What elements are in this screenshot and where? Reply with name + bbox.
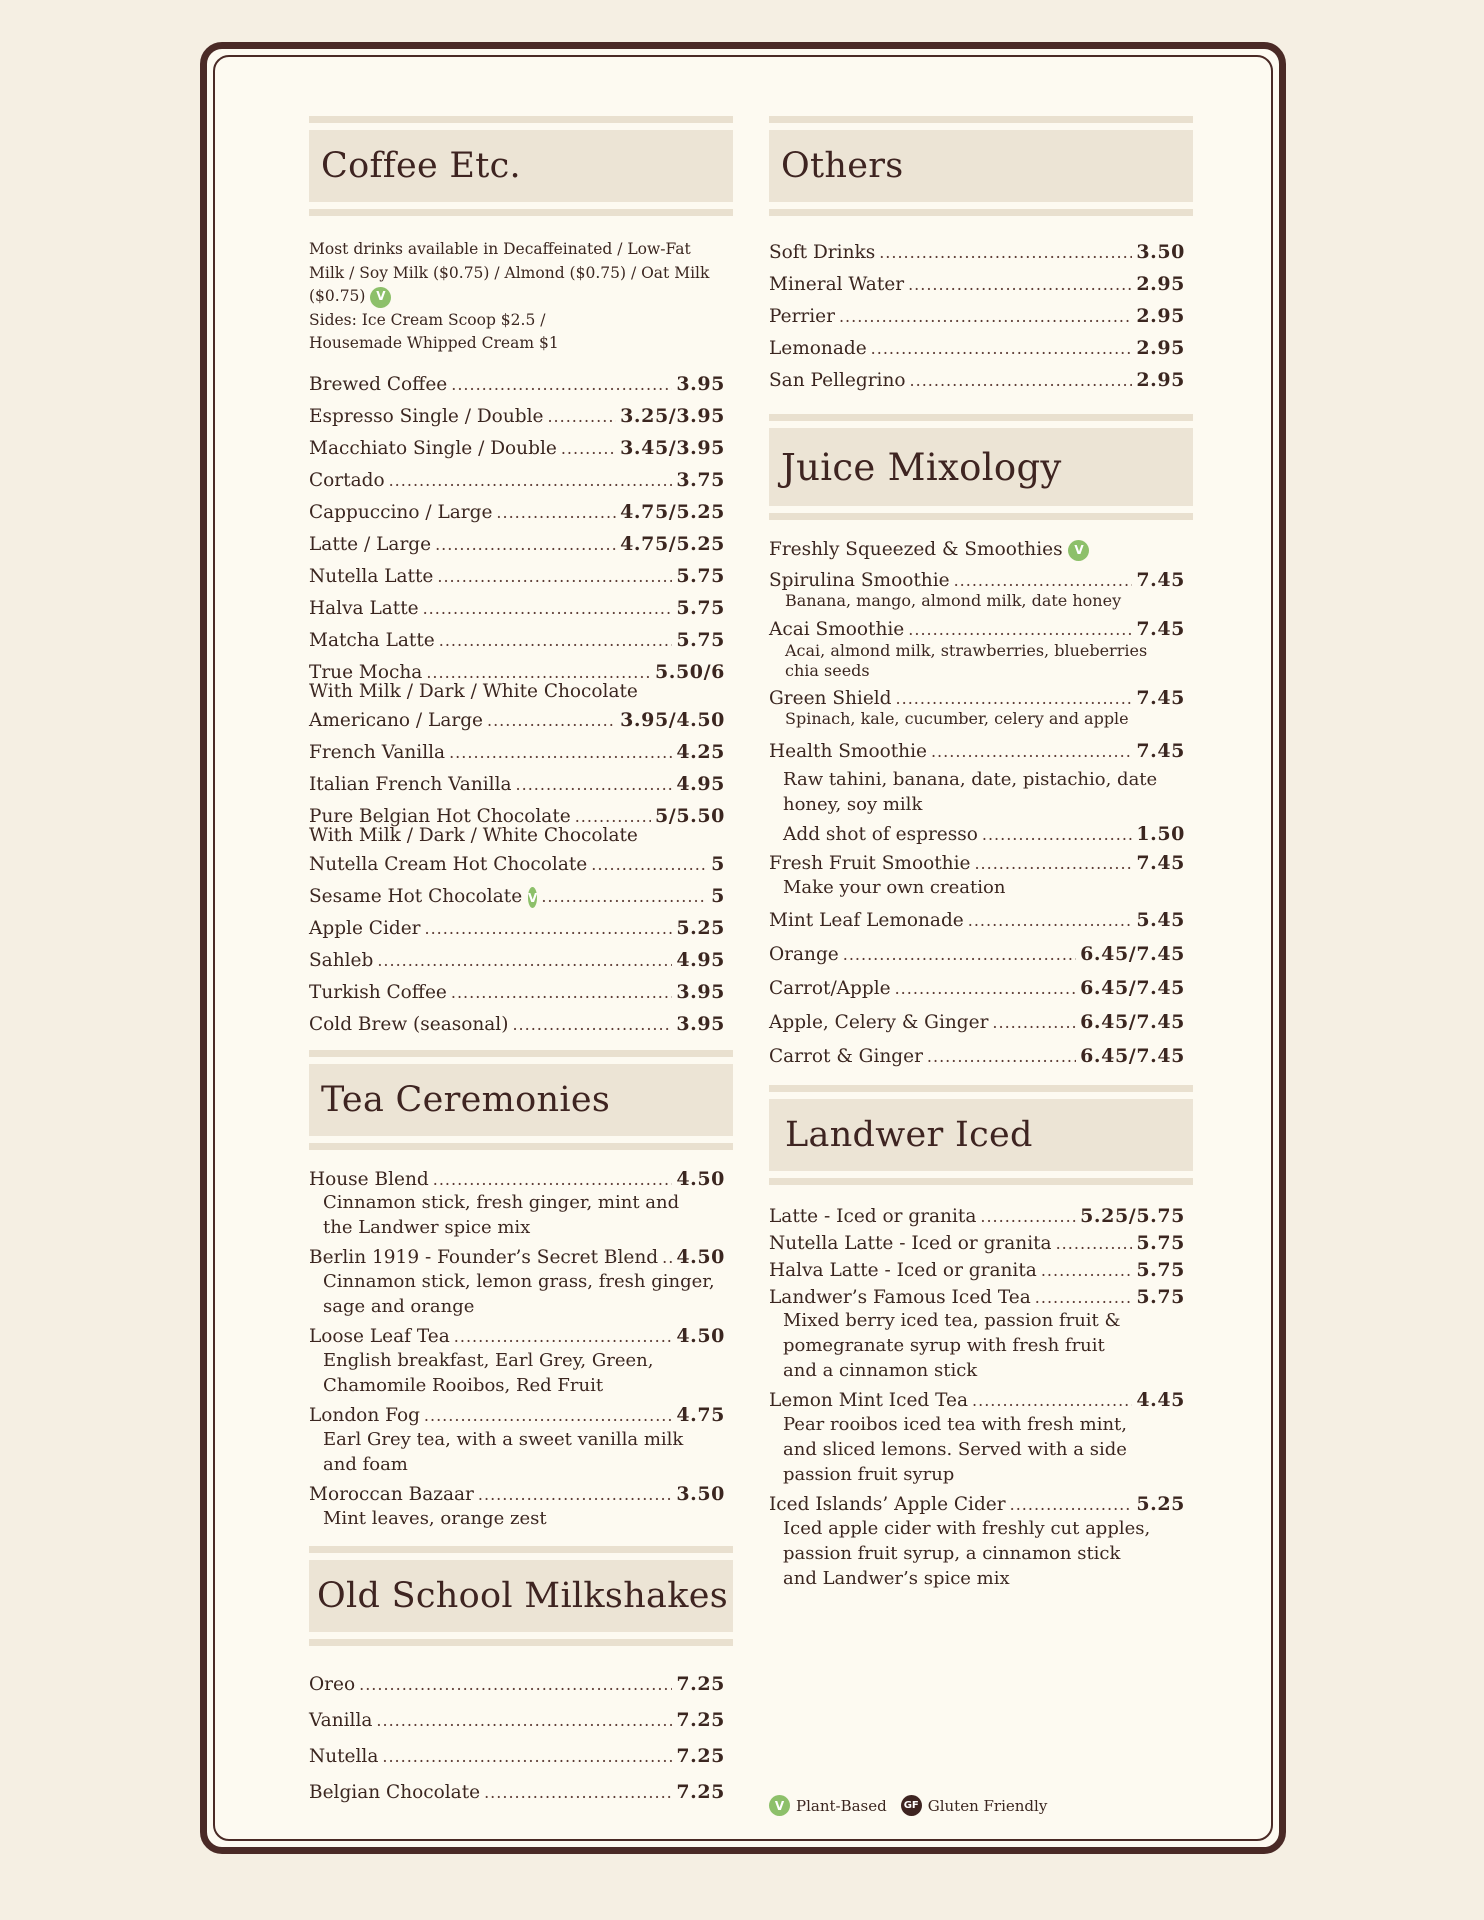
item-price: 5.75 bbox=[1136, 1232, 1185, 1254]
item-name: Brewed Coffee bbox=[309, 373, 448, 395]
item-description: and foam bbox=[323, 1453, 408, 1475]
item-name: French Vanilla bbox=[309, 741, 446, 763]
item-description: and a cinnamon stick bbox=[783, 1360, 978, 1381]
item-description: honey, soy milk bbox=[783, 794, 923, 815]
item-description: passion fruit syrup bbox=[783, 1464, 955, 1485]
menu-item bbox=[769, 332, 1193, 364]
plant-based-icon: V bbox=[769, 1795, 790, 1816]
leader-dots bbox=[496, 497, 616, 529]
item-price: 3.45/3.95 bbox=[620, 436, 725, 459]
item-name: Pure Belgian Hot Chocolate bbox=[309, 805, 571, 827]
menu-item bbox=[769, 236, 1193, 268]
item-price: 2.95 bbox=[1136, 273, 1185, 295]
leader-dots bbox=[1056, 1230, 1133, 1257]
leader-dots bbox=[435, 529, 616, 561]
item-name: London Fog bbox=[309, 1404, 420, 1426]
item-name: Halva Latte bbox=[309, 597, 419, 619]
item-price: 5.50/6 bbox=[654, 660, 725, 683]
divider bbox=[309, 1639, 733, 1646]
item-description: Banana, mango, almond milk, date honey bbox=[785, 591, 1122, 610]
section-title: Old School Milkshakes bbox=[309, 1560, 733, 1632]
leader-dots bbox=[591, 849, 707, 881]
item-price: 5.25 bbox=[676, 916, 725, 939]
menu-item bbox=[309, 976, 733, 1008]
coffee-section-header bbox=[309, 116, 733, 216]
juice-items bbox=[769, 534, 1193, 1073]
leader-dots bbox=[980, 1203, 1076, 1230]
menu-item bbox=[769, 937, 1193, 971]
menu-item bbox=[309, 528, 733, 560]
item-price: 4.50 bbox=[676, 1167, 725, 1190]
item-name: Fresh Fruit Smoothie bbox=[769, 853, 971, 874]
item-price: 7.45 bbox=[1136, 569, 1185, 591]
others-section-header bbox=[769, 116, 1193, 216]
item-name: Green Shield bbox=[769, 688, 892, 709]
menu-item bbox=[309, 400, 733, 432]
menu-item bbox=[769, 820, 1193, 848]
item-price: 4.50 bbox=[676, 1245, 725, 1268]
item-name: Loose Leaf Tea bbox=[309, 1325, 450, 1347]
item-price: 5.75 bbox=[676, 564, 725, 587]
menu-item bbox=[769, 364, 1193, 396]
leader-dots bbox=[547, 401, 616, 433]
item-price: 3.95 bbox=[676, 1012, 725, 1035]
item-name: Vanilla bbox=[309, 1709, 373, 1731]
menu-item bbox=[309, 368, 733, 400]
item-description: Cinnamon stick, lemon grass, fresh ginger, bbox=[323, 1270, 715, 1292]
item-price: 5.75 bbox=[676, 596, 725, 619]
item-name: Belgian Chocolate bbox=[309, 1781, 481, 1803]
divider bbox=[309, 1143, 733, 1150]
leader-dots bbox=[449, 737, 672, 769]
item-price: 5/5.50 bbox=[654, 804, 725, 827]
leader-dots bbox=[451, 369, 672, 401]
item-name: Landwer’s Famous Iced Tea bbox=[769, 1287, 1031, 1308]
section-title: Juice Mixology bbox=[769, 428, 1193, 506]
item-price: 3.95/4.50 bbox=[620, 708, 725, 731]
item-name: Turkish Coffee bbox=[309, 981, 447, 1003]
item-price: 5.75 bbox=[1136, 1259, 1185, 1281]
menu-item bbox=[309, 624, 733, 656]
item-name: True Mocha bbox=[309, 661, 423, 683]
menu-item bbox=[769, 1203, 1193, 1230]
menu-item bbox=[309, 1666, 733, 1702]
leader-dots bbox=[879, 237, 1132, 269]
milkshakes-section-header bbox=[309, 1546, 733, 1646]
legend-label: Gluten Friendly bbox=[927, 1796, 1048, 1815]
section-title: Others bbox=[769, 130, 1193, 202]
leader-dots bbox=[992, 1006, 1076, 1040]
iced-section-header bbox=[769, 1085, 1193, 1185]
item-price: 4.25 bbox=[676, 740, 725, 763]
menu-item bbox=[309, 432, 733, 464]
item-description: Acai, almond milk, strawberries, blueberries bbox=[785, 641, 1148, 660]
leader-dots bbox=[561, 433, 616, 465]
item-name: Health Smoothie bbox=[769, 741, 927, 762]
item-price: 3.75 bbox=[676, 468, 725, 491]
leader-dots bbox=[437, 561, 672, 593]
menu-item bbox=[309, 1738, 733, 1774]
menu-item bbox=[309, 944, 733, 976]
item-description: and Landwer’s spice mix bbox=[783, 1568, 1010, 1589]
item-price: 4.75 bbox=[676, 1403, 725, 1426]
menu-item bbox=[309, 768, 733, 800]
item-price: 6.45/7.45 bbox=[1080, 1011, 1185, 1033]
menu-item bbox=[309, 1702, 733, 1738]
item-name: Add shot of espresso bbox=[783, 824, 978, 845]
menu-item bbox=[309, 848, 733, 880]
leader-dots bbox=[541, 881, 707, 913]
item-price: 5.75 bbox=[676, 628, 725, 651]
menu-item bbox=[309, 464, 733, 496]
item-name: Matcha Latte bbox=[309, 629, 435, 651]
item-name: Cortado bbox=[309, 469, 385, 491]
item-description: English breakfast, Earl Grey, Green, bbox=[323, 1349, 654, 1371]
menu-item bbox=[309, 560, 733, 592]
leader-dots bbox=[423, 593, 673, 625]
leader-dots bbox=[982, 821, 1132, 849]
item-description: and sliced lemons. Served with a side bbox=[783, 1439, 1127, 1460]
item-name: Spirulina Smoothie bbox=[769, 570, 950, 591]
item-name: Halva Latte - Iced or granita bbox=[769, 1260, 1037, 1281]
item-name: Sesame Hot Chocolate bbox=[309, 885, 523, 907]
legend bbox=[769, 1795, 1055, 1816]
leader-dots bbox=[839, 301, 1132, 333]
item-name: Sahleb bbox=[309, 949, 374, 971]
item-name: Latte - Iced or granita bbox=[769, 1206, 977, 1227]
leader-dots bbox=[376, 1703, 672, 1739]
section-title: Landwer Iced bbox=[769, 1099, 1193, 1171]
leader-dots bbox=[1041, 1257, 1133, 1284]
item-description: Chamomile Rooibos, Red Fruit bbox=[323, 1374, 604, 1396]
plant-based-icon: V bbox=[528, 887, 537, 908]
item-name: Americano / Large bbox=[309, 709, 483, 731]
item-name: Macchiato Single / Double bbox=[309, 437, 557, 459]
item-name: Moroccan Bazaar bbox=[309, 1483, 474, 1505]
item-description: pomegranate syrup with fresh fruit bbox=[783, 1335, 1105, 1356]
item-name: Perrier bbox=[769, 306, 835, 327]
leader-dots bbox=[843, 938, 1076, 972]
menu-item bbox=[309, 704, 733, 736]
leader-dots bbox=[359, 1667, 672, 1703]
item-name: Soft Drinks bbox=[769, 242, 876, 263]
item-description: Earl Grey tea, with a sweet vanilla milk bbox=[323, 1428, 684, 1450]
juice-section-header bbox=[769, 414, 1193, 520]
leader-dots bbox=[484, 1775, 672, 1811]
item-description: Pear rooibos iced tea with fresh mint, bbox=[783, 1414, 1127, 1435]
item-name: Iced Islands’ Apple Cider bbox=[769, 1494, 1006, 1515]
leader-dots bbox=[895, 972, 1077, 1006]
item-description: chia seeds bbox=[785, 661, 870, 680]
item-name: Lemon Mint Iced Tea bbox=[769, 1390, 969, 1411]
item-price: 7.25 bbox=[676, 1744, 725, 1767]
item-name: Oreo bbox=[309, 1673, 356, 1695]
menu-item bbox=[769, 971, 1193, 1005]
menu-item bbox=[309, 496, 733, 528]
item-price: 3.95 bbox=[676, 372, 725, 395]
item-price: 2.95 bbox=[1136, 305, 1185, 327]
note-line: Sides: Ice Cream Scoop $2.5 / bbox=[309, 310, 546, 329]
item-description: With Milk / Dark / White Chocolate bbox=[309, 824, 638, 846]
item-name: Espresso Single / Double bbox=[309, 405, 544, 427]
menu-item bbox=[309, 592, 733, 624]
item-name: House Blend bbox=[309, 1168, 429, 1190]
leader-dots bbox=[871, 333, 1133, 365]
item-price: 4.75/5.25 bbox=[620, 532, 725, 555]
item-price: 4.45 bbox=[1136, 1389, 1185, 1411]
intro-text: Freshly Squeezed & Smoothies bbox=[769, 539, 1063, 560]
section-title: Tea Ceremonies bbox=[309, 1064, 733, 1136]
item-price: 3.95 bbox=[676, 980, 725, 1003]
menu-item bbox=[309, 880, 733, 912]
item-price: 5.25/5.75 bbox=[1080, 1205, 1185, 1227]
item-price: 7.45 bbox=[1136, 852, 1185, 874]
item-description: Mixed berry iced tea, passion fruit & bbox=[783, 1310, 1121, 1331]
item-price: 6.45/7.45 bbox=[1080, 1045, 1185, 1067]
item-description: Spinach, kale, cucumber, celery and apple bbox=[785, 709, 1129, 728]
leader-dots bbox=[908, 269, 1132, 301]
divider bbox=[309, 1050, 733, 1057]
right-column bbox=[769, 116, 1193, 1594]
note-line: Milk / Soy Milk ($0.75) / Almond ($0.75) / Oat Milk bbox=[309, 263, 710, 282]
item-price: 7.45 bbox=[1136, 618, 1185, 640]
item-price: 6.45/7.45 bbox=[1080, 943, 1185, 965]
item-name: Lemonade bbox=[769, 338, 867, 359]
item-name: Mineral Water bbox=[769, 274, 905, 295]
note-line: Housemade Whipped Cream $1 bbox=[309, 334, 559, 352]
leader-dots bbox=[516, 769, 673, 801]
item-price: 4.95 bbox=[676, 772, 725, 795]
divider bbox=[309, 209, 733, 216]
coffee-note bbox=[309, 238, 733, 356]
menu-item bbox=[769, 1039, 1193, 1073]
item-name: San Pellegrino bbox=[769, 370, 906, 391]
item-price: 7.25 bbox=[676, 1780, 725, 1803]
divider bbox=[769, 116, 1193, 123]
left-column bbox=[309, 116, 733, 1810]
divider bbox=[769, 209, 1193, 216]
menu-item bbox=[309, 1008, 733, 1040]
divider bbox=[769, 513, 1193, 520]
item-name: Nutella Latte bbox=[309, 565, 434, 587]
item-name: Italian French Vanilla bbox=[309, 773, 512, 795]
leader-dots bbox=[439, 625, 673, 657]
legend-label: Plant-Based bbox=[796, 1796, 887, 1815]
item-price: 6.45/7.45 bbox=[1080, 977, 1185, 999]
leader-dots bbox=[451, 977, 672, 1009]
divider bbox=[769, 414, 1193, 421]
item-description: sage and orange bbox=[323, 1295, 475, 1317]
item-price: 5 bbox=[711, 884, 725, 907]
note-text: ($0.75) bbox=[309, 287, 366, 305]
item-price: 7.25 bbox=[676, 1672, 725, 1695]
item-price: 1.50 bbox=[1136, 823, 1185, 845]
leader-dots bbox=[487, 705, 616, 737]
item-name: Apple Cider bbox=[309, 917, 421, 939]
item-name: Apple, Celery & Ginger bbox=[769, 1012, 989, 1033]
tea-items bbox=[309, 1166, 733, 1532]
divider bbox=[769, 1085, 1193, 1092]
item-name: Cold Brew (seasonal) bbox=[309, 1013, 509, 1035]
juice-intro bbox=[769, 534, 1193, 566]
section-title: Coffee Etc. bbox=[309, 130, 733, 202]
item-price: 3.50 bbox=[676, 1482, 725, 1505]
item-price: 4.50 bbox=[676, 1324, 725, 1347]
item-name: Nutella Cream Hot Chocolate bbox=[309, 853, 588, 875]
leader-dots bbox=[425, 913, 673, 945]
item-name: Carrot/Apple bbox=[769, 978, 891, 999]
note-line bbox=[309, 285, 733, 309]
item-description: With Milk / Dark / White Chocolate bbox=[309, 680, 638, 702]
item-name: Nutella Latte - Iced or granita bbox=[769, 1233, 1052, 1254]
item-name: Mint Leaf Lemonade bbox=[769, 910, 964, 931]
item-name: Berlin 1919 - Founder’s Secret Blend bbox=[309, 1246, 659, 1268]
menu-item bbox=[769, 1230, 1193, 1257]
item-name: Cappuccino / Large bbox=[309, 501, 493, 523]
item-price: 7.25 bbox=[676, 1708, 725, 1731]
menu-item bbox=[309, 736, 733, 768]
divider bbox=[309, 116, 733, 123]
leader-dots bbox=[389, 465, 673, 497]
milkshake-items bbox=[309, 1666, 733, 1810]
item-name: Carrot & Ginger bbox=[769, 1046, 923, 1067]
menu-item bbox=[309, 912, 733, 944]
divider bbox=[309, 1546, 733, 1553]
item-description: Raw tahini, banana, date, pistachio, date bbox=[783, 769, 1158, 790]
leader-dots bbox=[382, 1739, 672, 1775]
item-price: 5.25 bbox=[1136, 1493, 1185, 1515]
menu-item bbox=[769, 732, 1193, 770]
item-description: Make your own creation bbox=[783, 877, 1006, 898]
item-name: Nutella bbox=[309, 1745, 379, 1767]
plant-based-icon: V bbox=[1068, 540, 1089, 561]
item-price: 4.95 bbox=[676, 948, 725, 971]
menu-item bbox=[769, 1257, 1193, 1284]
item-price: 7.45 bbox=[1136, 687, 1185, 709]
leader-dots bbox=[927, 1040, 1076, 1074]
item-description: Mint leaves, orange zest bbox=[323, 1507, 547, 1529]
item-description: Iced apple cider with freshly cut apples, bbox=[783, 1518, 1151, 1539]
tea-section-header bbox=[309, 1050, 733, 1150]
menu-item bbox=[769, 268, 1193, 300]
menu-item bbox=[769, 300, 1193, 332]
item-description: passion fruit syrup, a cinnamon stick bbox=[783, 1543, 1121, 1564]
item-description: Cinnamon stick, fresh ginger, mint and bbox=[323, 1191, 680, 1213]
item-description: the Landwer spice mix bbox=[323, 1216, 531, 1238]
leader-dots bbox=[512, 1009, 672, 1041]
note-line: Most drinks available in Decaffeinated / Low-Fat bbox=[309, 240, 691, 258]
item-name: Orange bbox=[769, 944, 839, 965]
leader-dots bbox=[968, 904, 1133, 938]
leader-dots bbox=[377, 945, 672, 977]
item-price: 4.75/5.25 bbox=[620, 500, 725, 523]
gluten-friendly-icon: GF bbox=[901, 1795, 922, 1816]
divider bbox=[769, 1178, 1193, 1185]
leader-dots bbox=[910, 365, 1133, 397]
item-name: Acai Smoothie bbox=[769, 619, 905, 640]
menu-item bbox=[769, 1005, 1193, 1039]
item-price: 3.25/3.95 bbox=[620, 404, 725, 427]
iced-items bbox=[769, 1203, 1193, 1592]
coffee-items bbox=[309, 368, 733, 1040]
menu-item bbox=[309, 1774, 733, 1810]
item-price: 2.95 bbox=[1136, 369, 1185, 391]
item-price: 2.95 bbox=[1136, 337, 1185, 359]
item-price: 3.50 bbox=[1136, 241, 1185, 263]
menu-item bbox=[769, 903, 1193, 937]
item-name: Latte / Large bbox=[309, 533, 432, 555]
item-price: 5.45 bbox=[1136, 909, 1185, 931]
others-items bbox=[769, 236, 1193, 396]
plant-based-icon: V bbox=[370, 287, 391, 308]
item-price: 5 bbox=[711, 852, 725, 875]
item-price: 7.45 bbox=[1136, 740, 1185, 762]
item-price: 5.75 bbox=[1136, 1286, 1185, 1308]
